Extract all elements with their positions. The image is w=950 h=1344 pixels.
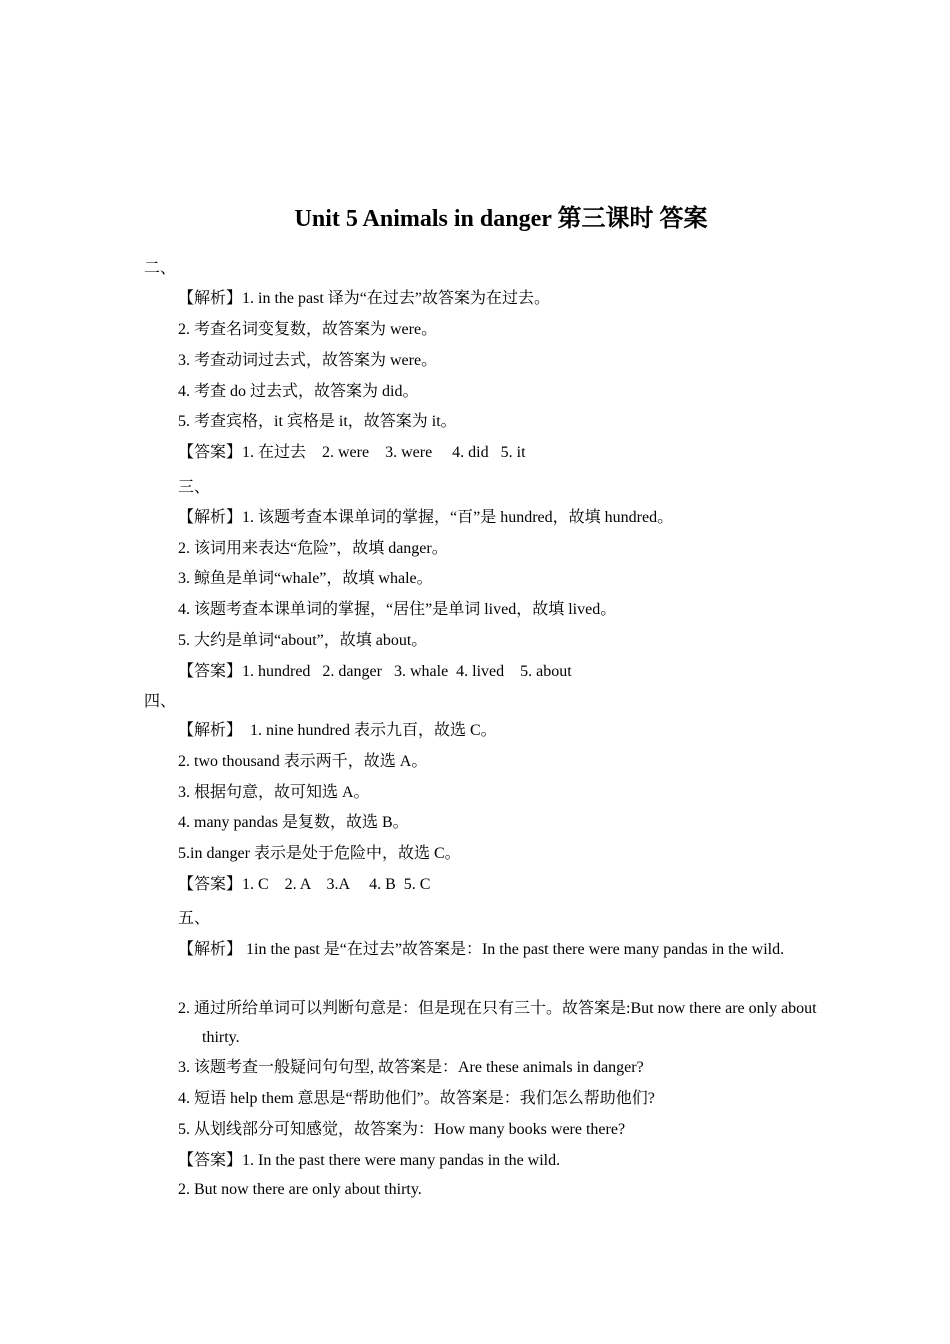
section-2-line-1: 【解析】1. in the past 译为“在过去”故答案为在过去。: [178, 290, 550, 307]
section-4-answer: 【答案】1. C 2. A 3.A 4. B 5. C: [178, 876, 431, 893]
section-3-line-1: 【解析】1. 该题考查本课单词的掌握，“百”是 hundred，故填 hundred。: [178, 509, 674, 526]
section-4-line-4: 4. many pandas 是复数，故选 B。: [178, 814, 409, 831]
section-heading-2: 二、: [144, 260, 177, 277]
section-4-line-1: 【解析】 1. nine hundred 表示九百，故选 C。: [178, 722, 497, 739]
section-2-line-2: 2. 考查名词变复数，故答案为 were。: [178, 321, 438, 338]
section-5-line-5: 5. 从划线部分可知感觉，故答案为：How many books were there?: [178, 1121, 626, 1138]
section-3-line-3: 3. 鲸鱼是单词“whale”，故填 whale。: [178, 570, 433, 587]
section-4-line-2: 2. two thousand 表示两千，故选 A。: [178, 753, 428, 770]
section-3-line-2: 2. 该词用来表达“危险”，故填 danger。: [178, 540, 448, 557]
section-2-line-4: 4. 考查 do 过去式，故答案为 did。: [178, 383, 419, 400]
section-5-answer-1: 【答案】1. In the past there were many pandas in the wild.: [178, 1152, 561, 1169]
section-heading-4: 四、: [144, 693, 177, 710]
section-5-line-4: 4. 短语 help them 意思是“帮助他们”。故答案是：我们怎么帮助他们?: [178, 1090, 655, 1107]
section-5-line-2: 2. 通过所给单词可以判断句意是：但是现在只有三十。故答案是:But now there are only about thirty.: [178, 1000, 817, 1046]
section-5-answer-2: 2. But now there are only about thirty.: [178, 1181, 422, 1198]
section-2-answer: 【答案】1. 在过去 2. were 3. were 4. did 5. it: [178, 444, 526, 461]
section-5-line-1: 【解析】 1in the past 是“在过去”故答案是：In the past there were many pandas in the wild.: [178, 941, 785, 958]
page-title: Unit 5 Animals in danger 第三课时 答案: [294, 206, 708, 232]
section-3-answer: 【答案】1. hundred 2. danger 3. whale 4. lived 5. about: [178, 663, 572, 680]
section-3-line-5: 5. 大约是单词“about”，故填 about。: [178, 632, 428, 649]
section-heading-5: 五、: [178, 910, 211, 927]
section-4-line-3: 3. 根据句意，故可知选 A。: [178, 784, 370, 801]
section-heading-3: 三、: [178, 479, 211, 496]
section-3-line-4: 4. 该题考查本课单词的掌握，“居住”是单词 lived，故填 lived。: [178, 601, 617, 618]
section-2-line-5: 5. 考查宾格，it 宾格是 it，故答案为 it。: [178, 413, 457, 430]
section-2-line-3: 3. 考查动词过去式，故答案为 were。: [178, 352, 438, 369]
section-4-line-5: 5.in danger 表示是处于危险中，故选 C。: [178, 845, 461, 862]
section-5-line-3: 3. 该题考查一般疑问句句型, 故答案是：Are these animals in danger?: [178, 1059, 644, 1076]
